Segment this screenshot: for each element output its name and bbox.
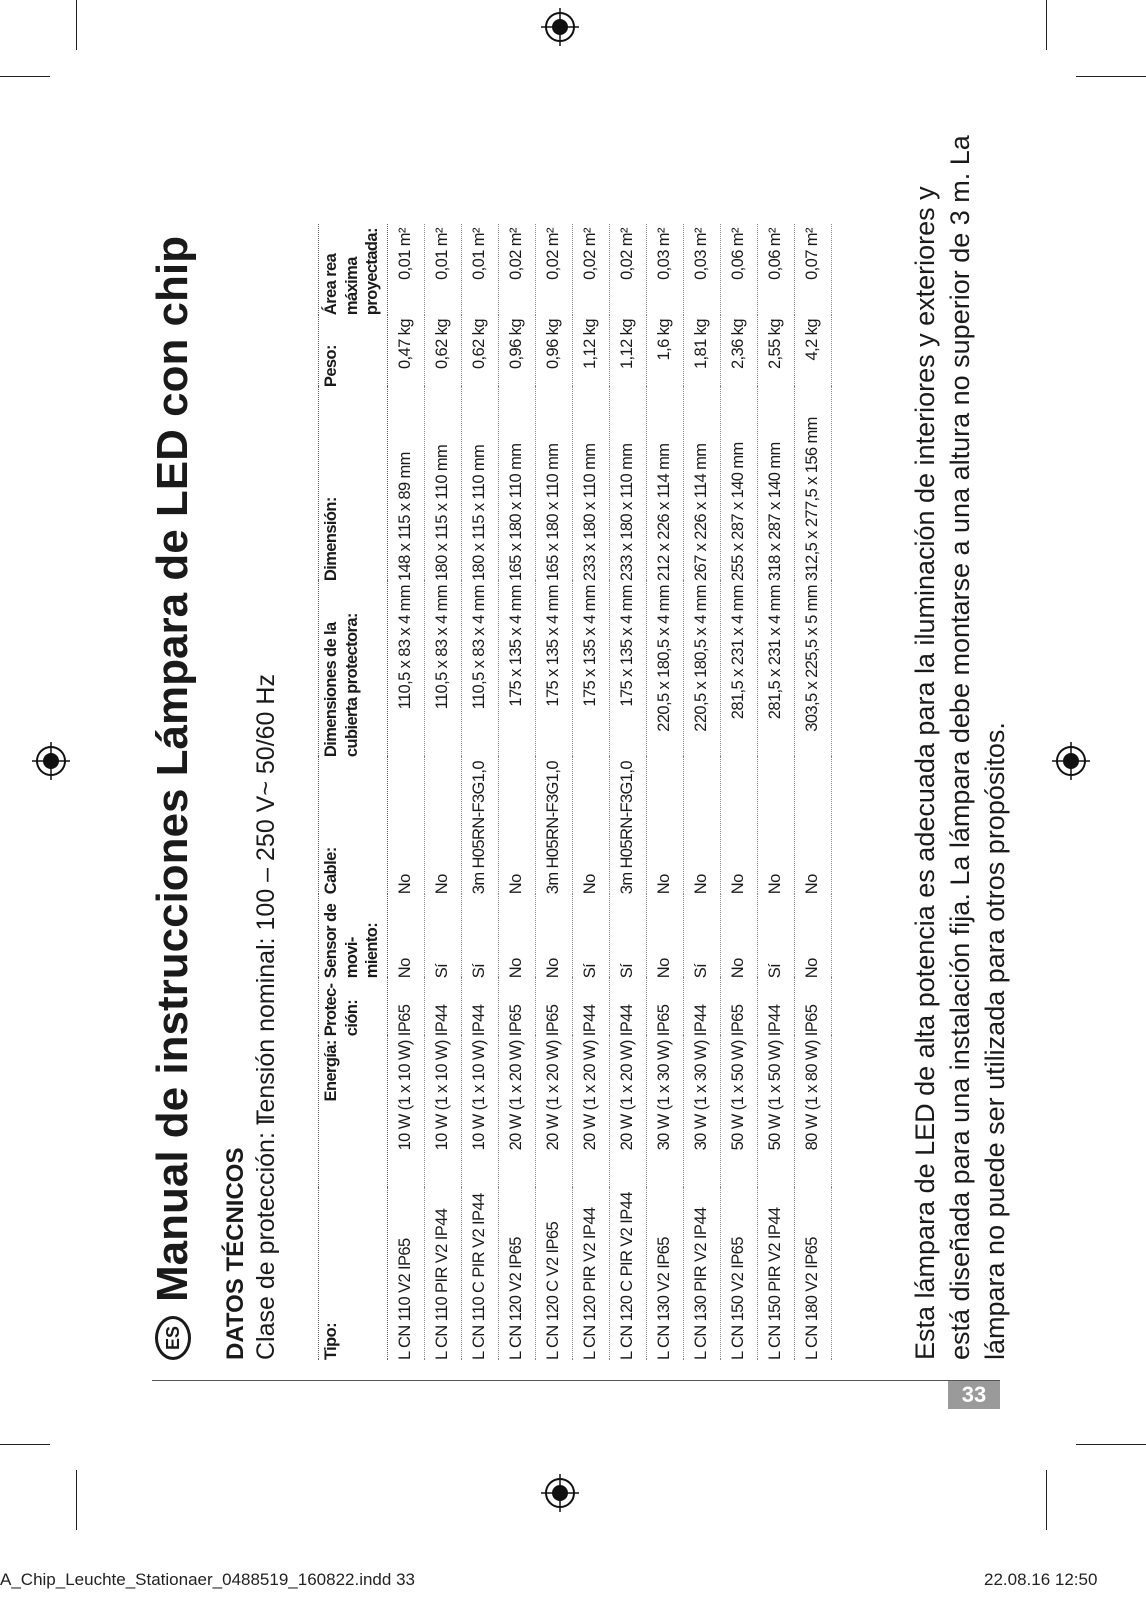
cell-dim-cubierta: 175 x 135 x 4 mm [535,581,572,757]
cell-area: 0,03 m² [646,224,683,315]
cell-tipo: L CN 120 PIR V2 IP44 [572,1188,609,1360]
registration-mark-icon [541,8,579,46]
cell-energia: 10 W (1 x 10 W) [387,1036,424,1188]
table-row [535,224,572,1360]
crop-mark [1076,76,1146,77]
cell-proteccion: IP44 [757,978,794,1036]
cell-area: 0,01 m² [387,224,424,315]
cell-proteccion: IP65 [387,978,424,1036]
cell-proteccion: IP44 [424,978,461,1036]
cell-area: 0,02 m² [609,224,646,315]
nominal-voltage: Tensión nominal: 100 – 250 V~ 50/60 Hz [252,674,280,1126]
cell-tipo: L CN 110 C PIR V2 IP44 [461,1188,498,1360]
header-energia: Energía: [319,1036,388,1188]
table-row [424,224,461,1360]
spec-line [252,674,281,1360]
header-sensor: Sensor de movi-miento: [319,894,388,978]
description-paragraph: Esta lámpara de LED de alta potencia es adecuada para la iluminación de interiores y exteriores y está diseñada para una instalación fija. La lámpara debe montarse a una altura no superior de 3 m. La lámpara no puede ser utilizada para otros propósitos. [910,135,1010,1360]
crop-mark [1076,1444,1146,1445]
crop-mark [1046,0,1047,50]
cell-cable: No [794,757,831,894]
cell-dim-cubierta: 220,5 x 180,5 x 4 mm [646,581,683,757]
table-row [609,224,646,1360]
cell-tipo: L CN 120 V2 IP65 [498,1188,535,1360]
cell-energia: 20 W (1 x 20 W) [535,1036,572,1188]
cell-peso: 1,12 kg [572,315,609,387]
cell-peso: 1,12 kg [609,315,646,387]
header-dim-cubierta: Dimensiones de la cubierta protectora: [319,581,388,757]
cell-proteccion: IP44 [461,978,498,1036]
cell-sensor: Sí [461,894,498,978]
table-row [646,224,683,1360]
cell-sensor: No [387,894,424,978]
registration-mark-icon [1052,742,1090,780]
cell-area: 0,07 m² [794,224,831,315]
cell-proteccion: IP65 [498,978,535,1036]
table-row [757,224,794,1360]
table-header-row [319,224,388,1360]
cell-tipo: L CN 150 PIR V2 IP44 [757,1188,794,1360]
cell-sensor: Sí [424,894,461,978]
cell-energia: 10 W (1 x 10 W) [461,1036,498,1188]
table-row [387,224,424,1360]
cell-tipo: L CN 110 V2 IP65 [387,1188,424,1360]
cell-proteccion: IP65 [535,978,572,1036]
cell-area: 0,02 m² [535,224,572,315]
language-badge: ES [155,1316,191,1360]
tech-data-table [318,224,832,1360]
cell-energia: 80 W (1 x 80 W) [794,1036,831,1188]
header-tipo: Tipo: [319,1188,388,1360]
cell-cable: 3m H05RN-F3G1,0 [609,757,646,894]
registration-mark-icon [541,1474,579,1512]
cell-sensor: No [720,894,757,978]
cell-tipo: L CN 180 V2 IP65 [794,1188,831,1360]
cell-energia: 20 W (1 x 20 W) [498,1036,535,1188]
table-row [498,224,535,1360]
cell-proteccion: IP65 [794,978,831,1036]
cell-peso: 1,81 kg [683,315,720,387]
cell-dimension: 148 x 115 x 89 mm [387,387,424,581]
cell-peso: 0,96 kg [535,315,572,387]
cell-dimension: 267 x 226 x 114 mm [683,387,720,581]
protection-class: Clase de protección: I [252,1118,280,1360]
cell-cable: 3m H05RN-F3G1,0 [535,757,572,894]
cell-sensor: No [498,894,535,978]
cell-tipo: L CN 110 PIR V2 IP44 [424,1188,461,1360]
cell-dim-cubierta: 175 x 135 x 4 mm [609,581,646,757]
cell-sensor: Sí [683,894,720,978]
cell-peso: 0,96 kg [498,315,535,387]
cell-peso: 0,62 kg [424,315,461,387]
cell-sensor: Sí [757,894,794,978]
cell-sensor: No [794,894,831,978]
cell-dimension: 165 x 180 x 110 mm [535,387,572,581]
cell-dim-cubierta: 175 x 135 x 4 mm [572,581,609,757]
registration-mark-icon [32,742,70,780]
cell-cable: No [683,757,720,894]
cell-peso: 4,2 kg [794,315,831,387]
cell-cable: No [498,757,535,894]
cell-dim-cubierta: 220,5 x 180,5 x 4 mm [683,581,720,757]
cell-area: 0,02 m² [498,224,535,315]
cell-dimension: 318 x 287 x 140 mm [757,387,794,581]
print-slug-datetime: 22.08.16 12:50 [984,1570,1098,1589]
cell-dimension: 180 x 115 x 110 mm [424,387,461,581]
cell-tipo: L CN 120 C V2 IP65 [535,1188,572,1360]
title-text: Manual de instrucciones Lámpara de LED con chip [148,235,197,1302]
cell-dimension: 233 x 180 x 110 mm [609,387,646,581]
cell-area: 0,06 m² [757,224,794,315]
cell-cable: No [757,757,794,894]
cell-dim-cubierta: 110,5 x 83 x 4 mm [424,581,461,757]
cell-dimension: 255 x 287 x 140 mm [720,387,757,581]
cell-proteccion: IP65 [646,978,683,1036]
cell-peso: 2,55 kg [757,315,794,387]
cell-tipo: L CN 120 C PIR V2 IP44 [609,1188,646,1360]
cell-proteccion: IP44 [572,978,609,1036]
cell-energia: 20 W (1 x 20 W) [609,1036,646,1188]
cell-dim-cubierta: 175 x 135 x 4 mm [498,581,535,757]
cell-dim-cubierta: 303,5 x 225,5 x 5 mm [794,581,831,757]
table-row [572,224,609,1360]
cell-area: 0,02 m² [572,224,609,315]
cell-energia: 30 W (1 x 30 W) [683,1036,720,1188]
cell-energia: 50 W (1 x 50 W) [720,1036,757,1188]
cell-dimension: 233 x 180 x 110 mm [572,387,609,581]
crop-mark [76,0,77,50]
table-row [683,224,720,1360]
section-heading: DATOS TÉCNICOS [222,1147,249,1360]
cell-tipo: L CN 130 PIR V2 IP44 [683,1188,720,1360]
cell-energia: 30 W (1 x 30 W) [646,1036,683,1188]
cell-dim-cubierta: 110,5 x 83 x 4 mm [387,581,424,757]
cell-proteccion: IP44 [609,978,646,1036]
cell-area: 0,01 m² [461,224,498,315]
cell-dimension: 165 x 180 x 110 mm [498,387,535,581]
cell-sensor: No [535,894,572,978]
page-number: 33 [948,1381,1000,1409]
cell-proteccion: IP65 [720,978,757,1036]
crop-mark [0,1444,50,1445]
cell-area: 0,03 m² [683,224,720,315]
cell-dim-cubierta: 281,5 x 231 x 4 mm [720,581,757,757]
cell-sensor: Sí [572,894,609,978]
table-row [720,224,757,1360]
crop-mark [1046,1470,1047,1530]
cell-sensor: Sí [609,894,646,978]
crop-mark [76,1470,77,1530]
cell-cable: No [720,757,757,894]
cell-cable: 3m H05RN-F3G1,0 [461,757,498,894]
cell-dimension: 180 x 115 x 110 mm [461,387,498,581]
cell-peso: 0,47 kg [387,315,424,387]
header-area: Área rea máxima proyectada: [319,224,388,315]
cell-energia: 50 W (1 x 50 W) [757,1036,794,1188]
cell-sensor: No [646,894,683,978]
cell-area: 0,01 m² [424,224,461,315]
cell-peso: 0,62 kg [461,315,498,387]
cell-peso: 1,6 kg [646,315,683,387]
cell-energia: 20 W (1 x 20 W) [572,1036,609,1188]
cell-dim-cubierta: 110,5 x 83 x 4 mm [461,581,498,757]
header-peso: Peso: [319,315,388,387]
cell-dimension: 212 x 226 x 114 mm [646,387,683,581]
print-slug-file: A_Chip_Leuchte_Stationaer_0488519_160822.indd 33 [0,1570,415,1589]
cell-energia: 10 W (1 x 10 W) [424,1036,461,1188]
header-dimension: Dimensión: [319,387,388,581]
page-divider [152,1380,1000,1381]
crop-mark [0,76,50,77]
header-cable: Cable: [319,757,388,894]
cell-proteccion: IP44 [683,978,720,1036]
table-row [794,224,831,1360]
cell-area: 0,06 m² [720,224,757,315]
cell-cable: No [572,757,609,894]
rotated-content [140,130,1010,1360]
cell-peso: 2,36 kg [720,315,757,387]
cell-tipo: L CN 130 V2 IP65 [646,1188,683,1360]
cell-tipo: L CN 150 V2 IP65 [720,1188,757,1360]
cell-cable: No [646,757,683,894]
cell-dimension: 312,5 x 277,5 x 156 mm [794,387,831,581]
page-title [148,236,198,1360]
table-row [461,224,498,1360]
cell-cable: No [387,757,424,894]
header-proteccion: Protec-ción: [319,978,388,1036]
cell-cable: No [424,757,461,894]
cell-dim-cubierta: 281,5 x 231 x 4 mm [757,581,794,757]
